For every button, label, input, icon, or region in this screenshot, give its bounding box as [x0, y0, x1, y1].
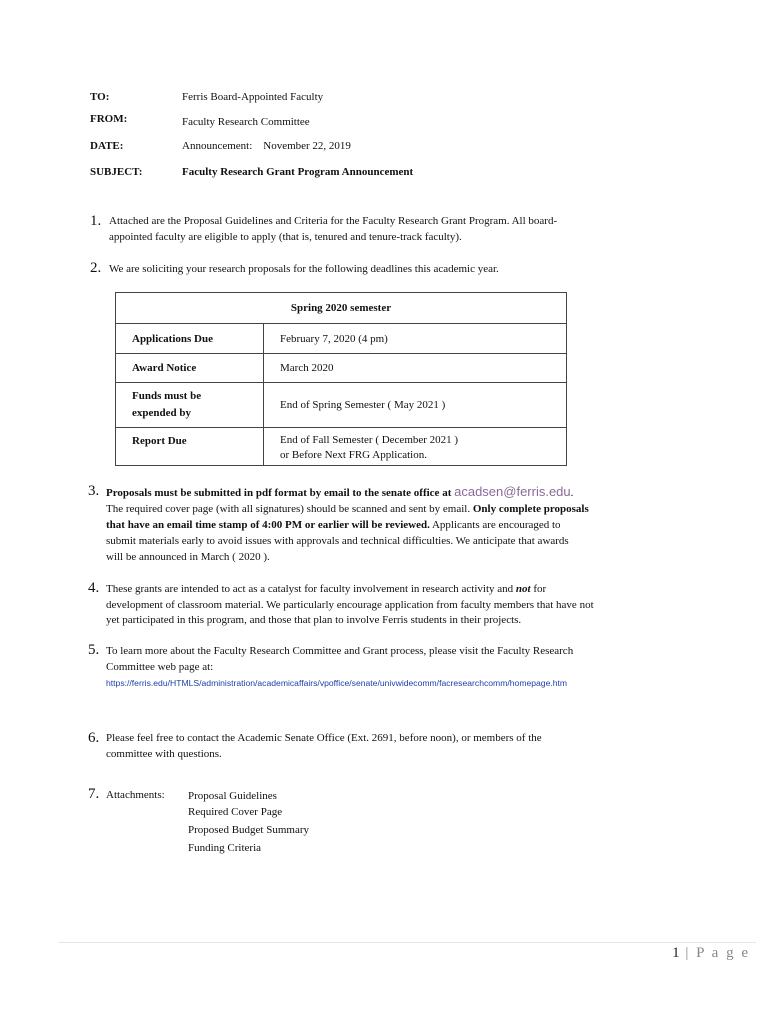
item-2-text: We are soliciting your research proposals for the following deadlines this academic year. [109, 263, 499, 275]
from-label: FROM: [90, 113, 128, 125]
item-4-line-1-text: These grants are intended to act as a catalyst for faculty involvement in research activity and [106, 583, 516, 595]
item-3-line-2 [106, 501, 589, 517]
list-item: Proposed Budget Summary [188, 824, 309, 836]
item-4-line-1 [106, 582, 594, 598]
item-5-line-2: Committee web page at: [106, 660, 214, 673]
deadline-table [115, 292, 567, 466]
table-heading: Spring 2020 semester [116, 293, 567, 324]
item-3-line-2-text: The required cover page (with all signatures) should be scanned and sent by email. [106, 503, 473, 515]
date-value: Announcement: November 22, 2019 [182, 140, 351, 152]
subject-label: SUBJECT: [90, 166, 143, 178]
item-number-5: 5. [88, 642, 100, 658]
table-cell-value-line-1: End of Fall Semester ( December 2021 ) [280, 434, 459, 446]
table-cell-label [116, 383, 264, 428]
to-value: Ferris Board-Appointed Faculty [182, 91, 324, 103]
from-value: Faculty Research Committee [182, 116, 310, 128]
list-item: Required Cover Page [188, 806, 283, 818]
table-cell-value-line-2: or Before Next FRG Application. [280, 449, 427, 461]
item-4-not-emphasis: not [515, 583, 531, 595]
list-item: Proposal Guidelines [188, 790, 277, 802]
item-3-line-3 [106, 517, 589, 533]
item-4-line-1-end: for [530, 583, 547, 595]
item-6-line-2: committee with questions. [106, 747, 222, 760]
table-row [116, 383, 567, 428]
table-row [116, 354, 567, 383]
item-1-line-1: Attached are the Proposal Guidelines and Criteria for the Faculty Research Grant Program. All board- [109, 215, 558, 227]
research-committee-url-link[interactable]: https://ferris.edu/HTMLS/administration/academicaffairs/vpoffice/senate/univwidecomm/facresearchcomm/homepage.htm [106, 678, 568, 688]
page-number [672, 945, 750, 962]
page-word: P a g e [696, 945, 750, 961]
item-1-line-2: appointed faculty are eligible to apply (that is, tenured and tenure-track faculty). [109, 230, 462, 243]
item-4-text [106, 582, 594, 629]
to-label: TO: [90, 91, 110, 103]
item-number-6: 6. [88, 730, 100, 746]
footer-divider [58, 942, 756, 943]
date-label: DATE: [90, 140, 124, 152]
table-row [116, 324, 567, 354]
item-number-7: 7. [88, 786, 100, 802]
page-number-value: 1 [672, 945, 680, 961]
item-5-line-1: To learn more about the Faculty Research Committee and Grant process, please visit the Faculty Research [106, 645, 574, 657]
senate-email-link[interactable]: acadsen@ferris.edu [454, 484, 571, 499]
item-3-line-2-bold: Only complete proposals [472, 503, 589, 515]
item-3-period: . [570, 487, 574, 499]
subject-value: Faculty Research Grant Program Announcement [182, 166, 414, 178]
item-4-line-3: yet participated in this program, and those that plan to involve Ferris students in their projects. [106, 614, 522, 626]
table-cell-value: March 2020 [264, 354, 567, 383]
list-item: Funding Criteria [188, 842, 262, 854]
page-separator: | [679, 945, 697, 961]
item-5-text [106, 644, 573, 675]
table-row [116, 428, 567, 466]
attachments-list [188, 788, 309, 856]
item-3-text [106, 484, 589, 565]
item-number-1: 1. [90, 213, 102, 229]
table-cell-label: Applications Due [116, 324, 264, 354]
table-cell-label: Report Due [116, 428, 264, 466]
item-number-3: 3. [88, 483, 100, 499]
table-cell-label: Award Notice [116, 354, 264, 383]
table-cell-value [264, 428, 567, 466]
item-number-4: 4. [88, 580, 100, 596]
item-6-text [106, 731, 542, 762]
item-number-2: 2. [90, 260, 102, 276]
table-cell-label-line-1: Funds must be [132, 390, 202, 402]
item-3-line-3-text: Applicants are encouraged to [429, 519, 561, 531]
table-cell-value: End of Spring Semester ( May 2021 ) [264, 383, 567, 428]
item-4-line-2: development of classroom material. We particularly encourage application from faculty members that have not [106, 598, 594, 611]
item-3-line-5: will be announced in March ( 2020 ). [106, 551, 270, 563]
attachments-label: Attachments: [106, 789, 165, 801]
item-6-line-1: Please feel free to contact the Academic Senate Office (Ext. 2691, before noon), or members of the [106, 732, 542, 744]
item-3-bold-intro: Proposals must be submitted in pdf format by email to the senate office at [106, 487, 455, 499]
item-1-text [109, 214, 557, 245]
table-cell-label-line-2: expended by [132, 407, 191, 419]
item-3-line-4: submit materials early to avoid issues with approvals and technical difficulties. We anticipate that awards [106, 535, 569, 547]
item-3-line-1 [106, 484, 589, 501]
table-cell-value: February 7, 2020 (4 pm) [264, 324, 567, 354]
item-3-line-3-bold: that have an email time stamp of 4:00 PM or earlier will be reviewed. [106, 519, 430, 531]
